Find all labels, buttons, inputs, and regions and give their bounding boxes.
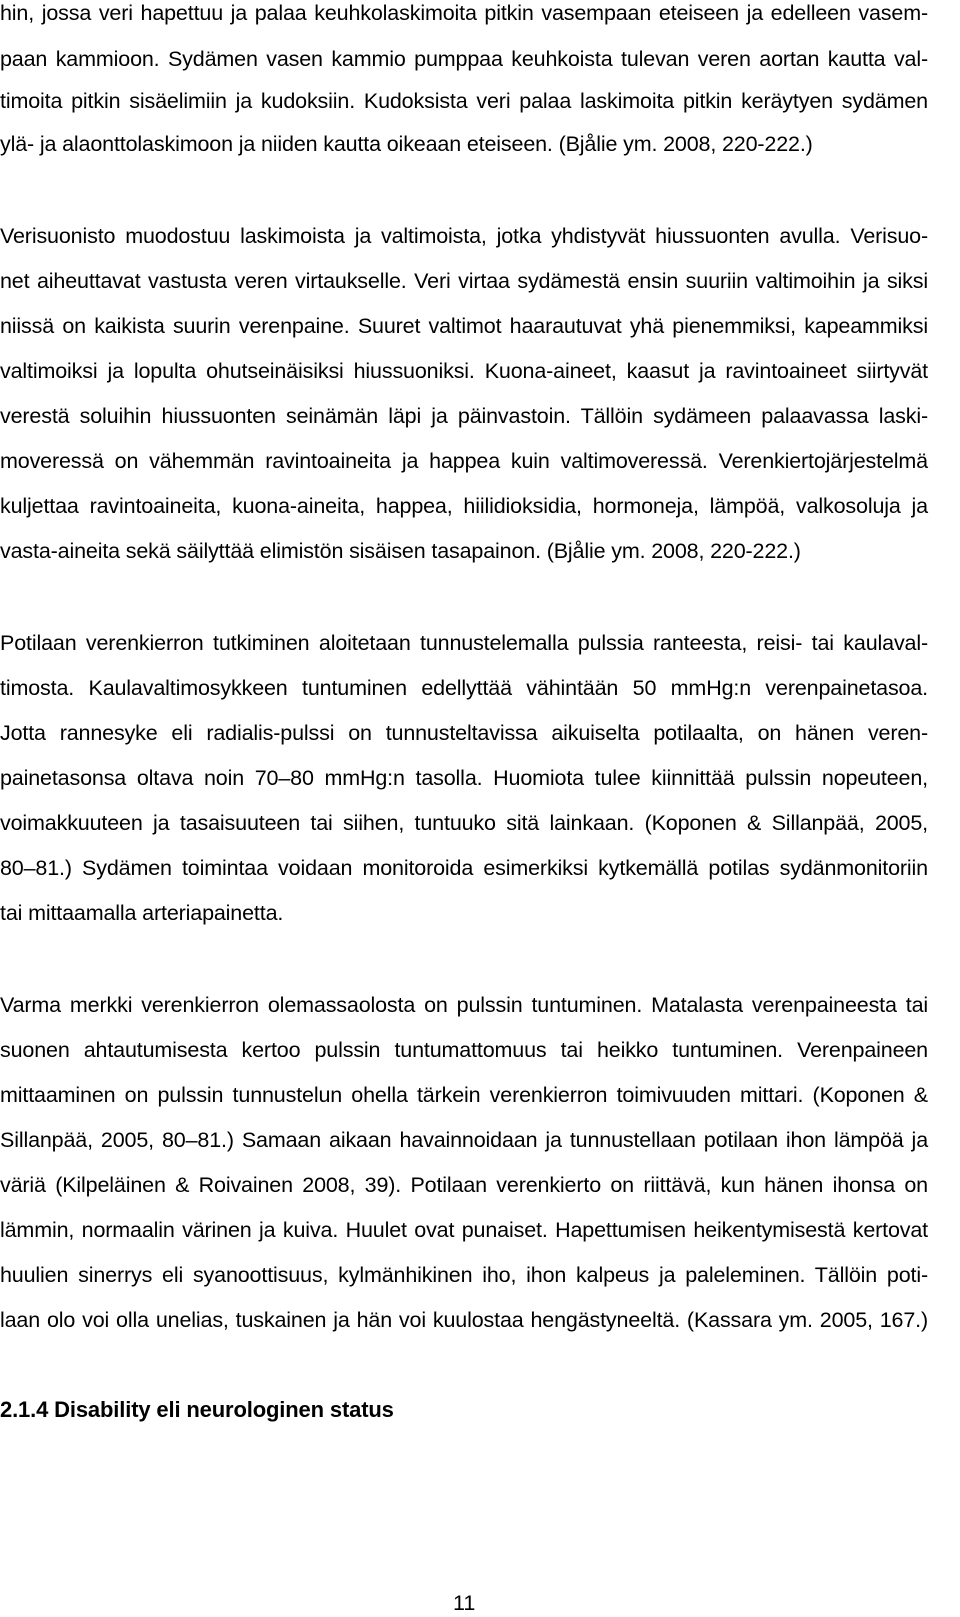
text-line: niissä on kaikista suurin verenpaine. Suuret valtimot haarautuvat yhä pienemmiksi, kapeammiksi <box>0 314 928 338</box>
text-line: vasta-aineita sekä säilyttää elimistön sisäisen tasapainon. (Bjålie ym. 2008, 220-222.) <box>0 539 801 563</box>
text-line: net aiheuttavat vastusta veren virtaukselle. Veri virtaa sydämestä ensin suuriin valtimoihin ja siksi <box>0 269 928 293</box>
text-line: timoita pitkin sisäelimiin ja kudoksiin. Kudoksista veri palaa laskimoita pitkin keräytyen sydämen <box>0 89 928 113</box>
text-line: voimakkuuteen ja tasaisuuteen tai siihen, tuntuuko sitä lainkaan. (Koponen & Sillanpää, 2005, <box>0 811 928 835</box>
text-line: suonen ahtautumisesta kertoo pulssin tuntumattomuus tai heikko tuntuminen. Verenpaineen <box>0 1038 928 1062</box>
text-line: tai mittaamalla arteriapainetta. <box>0 901 284 925</box>
text-line: kuljettaa ravintoaineita, kuona-aineita, happea, hiilidioksidia, hormoneja, lämpöä, valkosoluja ja <box>0 494 928 518</box>
text-line: huulien sinerrys eli syanoottisuus, kylmänhikinen iho, ihon kalpeus ja paleleminen. Tällöin poti- <box>0 1263 928 1287</box>
text-line: Jotta rannesyke eli radialis-pulssi on tunnusteltavissa aikuiselta potilaalta, on hänen veren- <box>0 721 928 745</box>
text-line: timosta. Kaulavaltimosykkeen tuntuminen edellyttää vähintään 50 mmHg:n verenpainetasoa. <box>0 676 928 700</box>
text-line: moveressä on vähemmän ravintoaineita ja happea kuin valtimoveressä. Verenkiertojärjestelmä <box>0 449 928 473</box>
text-line: lämmin, normaalin värinen ja kuiva. Huulet ovat punaiset. Hapettumisen heikentymisestä kertovat <box>0 1218 928 1242</box>
text-line: 80–81.) Sydämen toimintaa voidaan monitoroida esimerkiksi kytkemällä potilas sydänmonitoriin <box>0 856 928 880</box>
text-line: painetasonsa oltava noin 70–80 mmHg:n tasolla. Huomiota tulee kiinnittää pulssin nopeuteen, <box>0 766 928 790</box>
text-line: Varma merkki verenkierron olemassaolosta on pulssin tuntuminen. Matalasta verenpaineesta tai <box>0 993 928 1017</box>
text-line: hin, jossa veri hapettuu ja palaa keuhkolaskimoita pitkin vasempaan eteiseen ja edelleen vasem- <box>0 1 928 25</box>
text-line: Potilaan verenkierron tutkiminen aloitetaan tunnustelemalla pulssia ranteesta, reisi- tai kaulaval- <box>0 631 928 655</box>
section-heading: 2.1.4 Disability eli neurologinen status <box>0 1397 394 1422</box>
text-line: Verisuonisto muodostuu laskimoista ja valtimoista, jotka yhdistyvät hiussuonten avulla. Verisuo- <box>0 224 928 248</box>
text-line: väriä (Kilpeläinen & Roivainen 2008, 39). Potilaan verenkierto on riittävä, kun hänen ihonsa on <box>0 1173 928 1197</box>
page-number: 11 <box>453 1591 476 1615</box>
text-line: mittaaminen on pulssin tunnustelun ohella tärkein verenkierron toimivuuden mittari. (Koponen & <box>0 1083 928 1107</box>
text-line: Sillanpää, 2005, 80–81.) Samaan aikaan havainnoidaan ja tunnustellaan potilaan ihon lämpöä ja <box>0 1128 928 1152</box>
text-line: ylä- ja alaonttolaskimoon ja niiden kautta oikeaan eteiseen. (Bjålie ym. 2008, 220-222.) <box>0 132 813 156</box>
text-line: verestä soluihin hiussuonten seinämän läpi ja päinvastoin. Tällöin sydämeen palaavassa laski- <box>0 404 928 428</box>
text-line: valtimoiksi ja lopulta ohutseinäisiksi hiussuoniksi. Kuona-aineet, kaasut ja ravintoaineet siirtyvät <box>0 359 928 383</box>
text-line: paan kammioon. Sydämen vasen kammio pumppaa keuhkoista tulevan veren aortan kautta val- <box>0 47 928 71</box>
text-line: laan olo voi olla unelias, tuskainen ja hän voi kuulostaa hengästyneeltä. (Kassara ym. 2005, 167.) <box>0 1308 928 1332</box>
